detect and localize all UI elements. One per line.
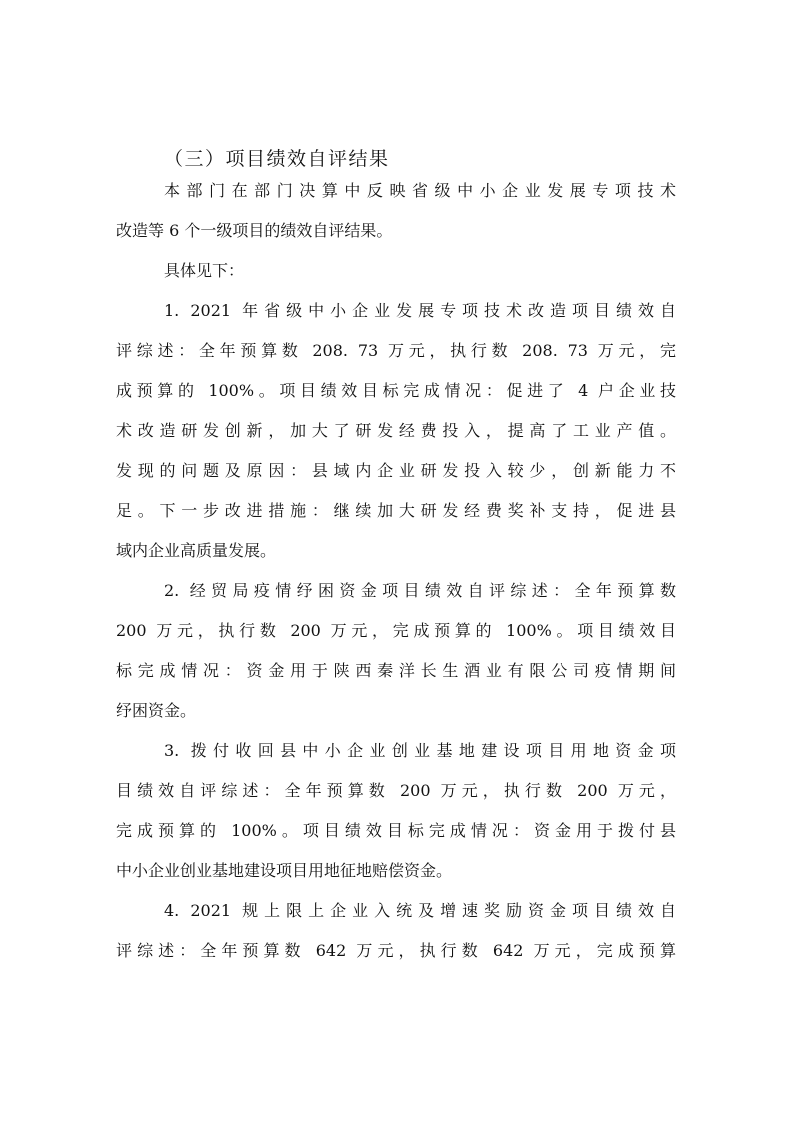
item-paragraph-2	[116, 578, 676, 738]
item-paragraph-3	[116, 738, 676, 898]
item-line: 1. 2021 年省级中小企业发展专项技术改造项目绩效自	[164, 301, 676, 320]
lead-in-paragraph	[116, 258, 676, 298]
item-line: 中小企业创业基地建设项目用地征地赔偿资金。	[116, 861, 453, 880]
lead-in-text: 具体见下：	[164, 261, 245, 280]
item-paragraph-4	[116, 898, 676, 978]
intro-line: 改造等 6 个一级项目的绩效自评结果。	[116, 221, 393, 240]
item-line: 纾困资金。	[116, 701, 197, 720]
item-line: 完成预算的 100%。项目绩效目标完成情况：资金用于拨付县	[116, 821, 676, 840]
item-line: 4. 2021 规上限上企业入统及增速奖励资金项目绩效自	[164, 901, 676, 920]
item-line: 评综述：全年预算数 642 万元，执行数 642 万元，完成预算	[116, 941, 676, 960]
item-line: 评综述：全年预算数 208. 73 万元，执行数 208. 73 万元，完	[116, 341, 676, 360]
item-line: 发现的问题及原因：县域内企业研发投入较少，创新能力不	[116, 461, 676, 480]
item-line: 成预算的 100%。项目绩效目标完成情况：促进了 4 户企业技	[116, 381, 676, 400]
item-line: 目绩效自评综述：全年预算数 200 万元，执行数 200 万元，	[116, 781, 676, 800]
item-paragraph-1	[116, 298, 676, 578]
intro-line: 本部门在部门决算中反映省级中小企业发展专项技术	[164, 181, 676, 200]
item-line: 术改造研发创新，加大了研发经费投入，提高了工业产值。	[116, 421, 676, 440]
item-line: 3. 拨付收回县中小企业创业基地建设项目用地资金项	[164, 741, 676, 760]
intro-paragraph	[116, 178, 676, 258]
section-heading: （三）项目绩效自评结果	[164, 148, 390, 170]
document-body	[116, 140, 676, 978]
item-line: 标完成情况：资金用于陕西秦洋长生酒业有限公司疫情期间	[116, 661, 676, 680]
item-line: 域内企业高质量发展。	[116, 541, 277, 560]
item-line: 足。下一步改进措施：继续加大研发经费奖补支持，促进县	[116, 501, 676, 520]
item-line: 2. 经贸局疫情纾困资金项目绩效自评综述：全年预算数	[164, 581, 676, 600]
item-line: 200 万元，执行数 200 万元，完成预算的 100%。项目绩效目	[116, 621, 676, 640]
